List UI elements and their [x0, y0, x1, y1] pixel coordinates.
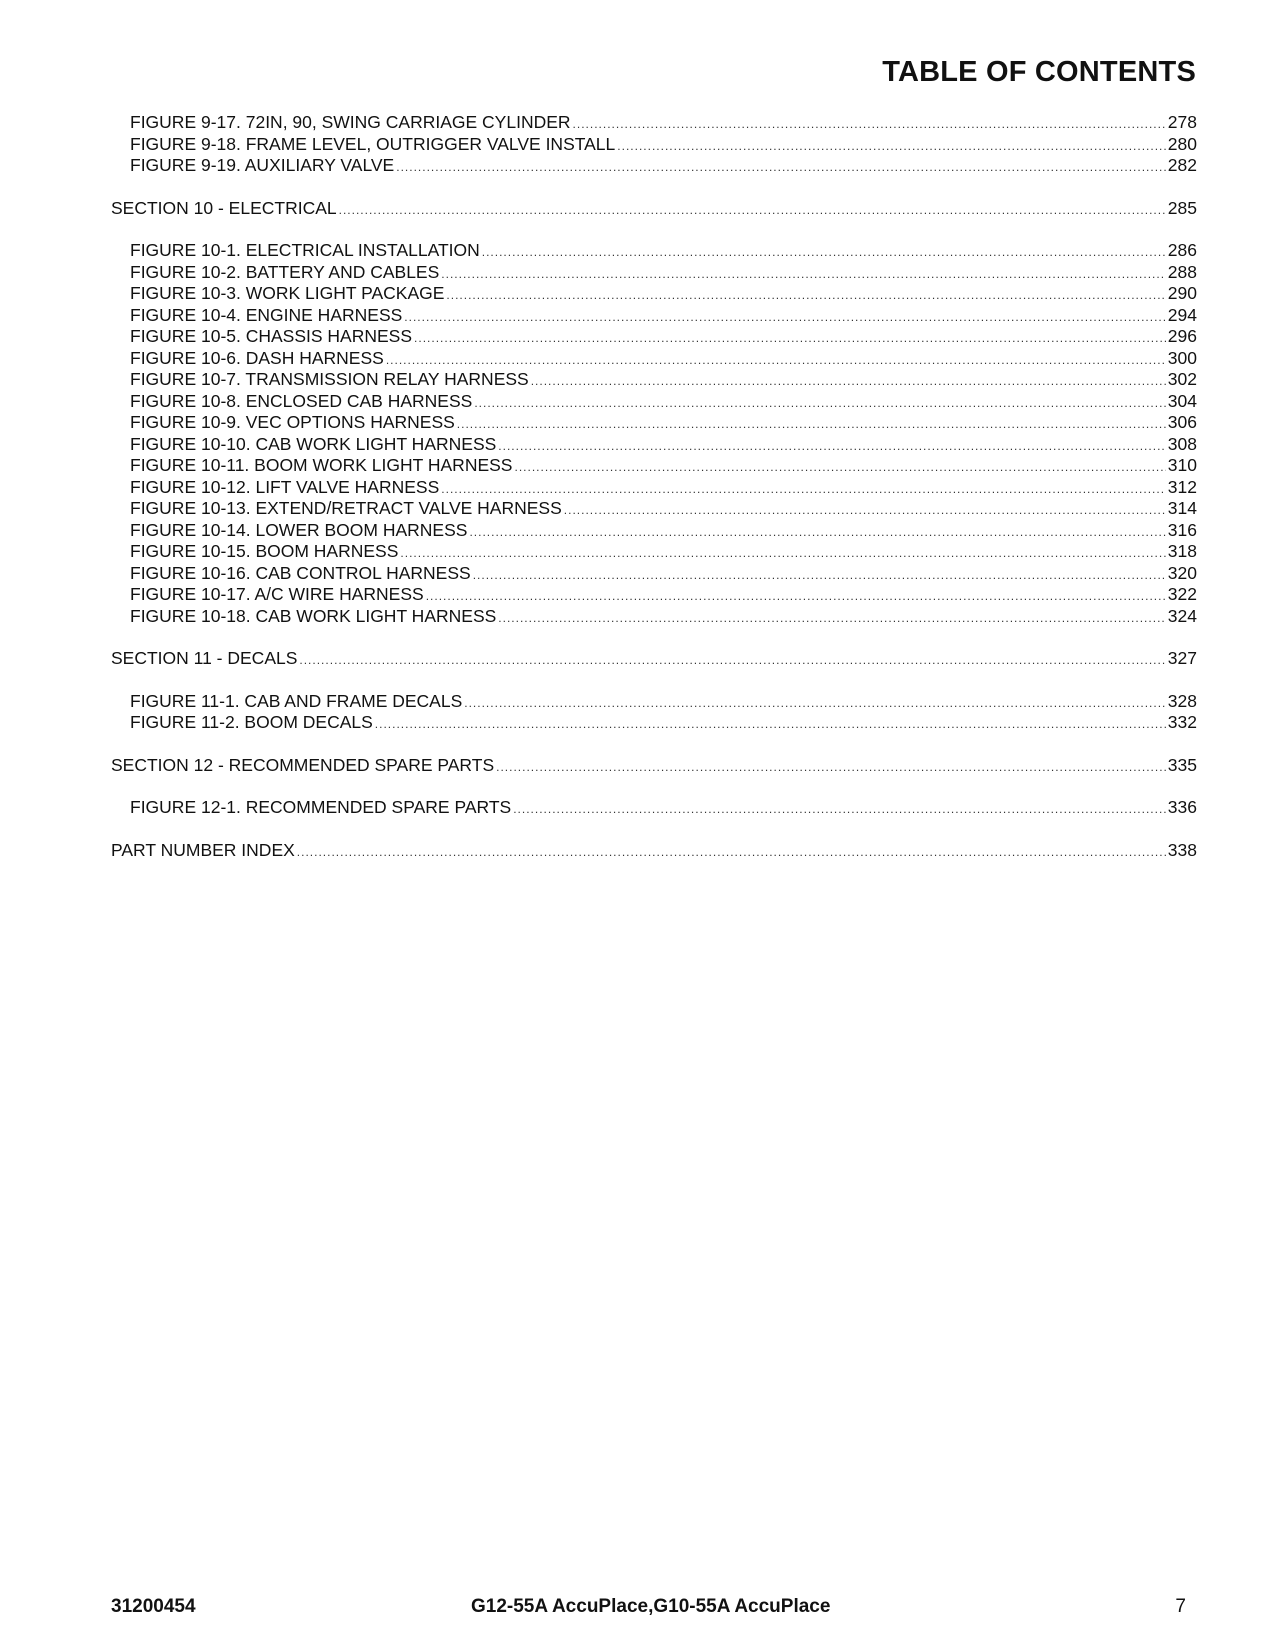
- toc-entry-page: 280: [1167, 133, 1197, 154]
- toc-entry-label: FIGURE 10-17. A/C WIRE HARNESS: [130, 584, 424, 604]
- toc-group: [111, 198, 1197, 220]
- dot-leader: [617, 136, 1166, 158]
- toc-figure-entry[interactable]: [111, 134, 1197, 156]
- toc-figure-entry[interactable]: [111, 797, 1197, 819]
- toc-figure-entry[interactable]: [111, 283, 1197, 305]
- dot-leader: [473, 565, 1166, 587]
- dot-leader: [457, 414, 1166, 436]
- dot-leader: [482, 242, 1166, 264]
- dot-leader: [396, 157, 1166, 179]
- toc-entry-label: FIGURE 10-10. CAB WORK LIGHT HARNESS: [130, 433, 497, 454]
- toc-figure-entry[interactable]: [111, 348, 1197, 370]
- footer-model: G12-55A AccuPlace,G10-55A AccuPlace: [471, 1596, 831, 1617]
- dot-leader: [297, 842, 1166, 864]
- dot-leader: [446, 285, 1165, 307]
- toc-entry-page: 318: [1167, 541, 1197, 561]
- toc-entry-label: PART NUMBER INDEX: [111, 839, 295, 860]
- toc-entry-page: 300: [1167, 347, 1197, 368]
- toc-figure-entry[interactable]: [111, 262, 1197, 284]
- dot-leader: [496, 757, 1166, 779]
- toc-section-entry[interactable]: [111, 840, 1197, 862]
- toc-entry-page: 290: [1167, 283, 1197, 303]
- toc-entry-label: FIGURE 10-12. LIFT VALVE HARNESS: [130, 476, 440, 497]
- toc-entry-page: 285: [1167, 197, 1197, 218]
- toc-entry-page: 282: [1167, 155, 1197, 175]
- toc-group: [111, 648, 1197, 670]
- toc-entry-label: FIGURE 10-11. BOOM WORK LIGHT HARNESS: [130, 455, 513, 475]
- toc-entry-label: FIGURE 10-18. CAB WORK LIGHT HARNESS: [130, 605, 497, 626]
- dot-leader: [339, 200, 1166, 222]
- toc-entry-label: FIGURE 10-3. WORK LIGHT PACKAGE: [130, 283, 445, 303]
- toc-entry-label: FIGURE 10-6. DASH HARNESS: [130, 347, 384, 368]
- toc-entry-page: 310: [1167, 455, 1197, 475]
- toc-entry-page: 296: [1167, 326, 1197, 346]
- toc-entry-label: SECTION 12 - RECOMMENDED SPARE PARTS: [111, 754, 495, 775]
- toc-figure-entry[interactable]: [111, 584, 1197, 606]
- dot-leader: [514, 457, 1165, 479]
- footer-doc-number: 31200454: [111, 1596, 196, 1617]
- toc-figure-entry[interactable]: [111, 498, 1197, 520]
- toc-entry-label: FIGURE 11-2. BOOM DECALS: [130, 712, 373, 732]
- dot-leader: [400, 543, 1165, 565]
- dot-leader: [441, 479, 1166, 501]
- dot-leader: [531, 371, 1166, 393]
- toc-figure-entry[interactable]: [111, 691, 1197, 713]
- toc-figure-entry[interactable]: [111, 369, 1197, 391]
- toc-entry-label: SECTION 11 - DECALS: [111, 648, 298, 668]
- toc-entry-label: FIGURE 12-1. RECOMMENDED SPARE PARTS: [130, 797, 512, 817]
- toc-figure-entry[interactable]: [111, 240, 1197, 262]
- toc-entry-page: 302: [1167, 369, 1197, 389]
- toc-entry-label: FIGURE 10-15. BOOM HARNESS: [130, 541, 399, 561]
- toc-figure-entry[interactable]: [111, 305, 1197, 327]
- toc-figure-entry[interactable]: [111, 391, 1197, 413]
- dot-leader: [441, 264, 1166, 286]
- toc-figure-entry[interactable]: [111, 712, 1197, 734]
- dot-leader: [414, 328, 1166, 350]
- dot-leader: [564, 500, 1166, 522]
- footer-page-number: 7: [1175, 1596, 1186, 1617]
- toc-entry-page: 306: [1167, 412, 1197, 432]
- dot-leader: [498, 608, 1166, 630]
- toc-entry-page: 332: [1167, 712, 1197, 732]
- toc-entry-label: FIGURE 11-1. CAB AND FRAME DECALS: [130, 690, 463, 711]
- page-title: TABLE OF CONTENTS: [882, 56, 1196, 88]
- toc-figure-entry[interactable]: [111, 455, 1197, 477]
- toc-entry-page: 312: [1167, 476, 1197, 497]
- dot-leader: [404, 307, 1166, 329]
- toc-entry-label: FIGURE 10-9. VEC OPTIONS HARNESS: [130, 412, 455, 432]
- dot-leader: [573, 114, 1166, 136]
- toc-entry-label: FIGURE 10-1. ELECTRICAL INSTALLATION: [130, 240, 480, 260]
- toc-entry-label: FIGURE 10-8. ENCLOSED CAB HARNESS: [130, 390, 473, 411]
- toc-entry-label: FIGURE 9-17. 72IN, 90, SWING CARRIAGE CYLINDER: [130, 112, 571, 132]
- dot-leader: [299, 650, 1165, 672]
- toc-entry-label: FIGURE 10-4. ENGINE HARNESS: [130, 304, 403, 325]
- toc-section-entry[interactable]: [111, 198, 1197, 220]
- toc-section-entry[interactable]: [111, 648, 1197, 670]
- table-of-contents: [111, 112, 1197, 882]
- toc-entry-page: 286: [1167, 240, 1197, 260]
- toc-entry-page: 338: [1167, 839, 1197, 860]
- toc-entry-page: 322: [1167, 584, 1197, 604]
- toc-entry-page: 335: [1167, 754, 1197, 775]
- toc-section-entry[interactable]: [111, 755, 1197, 777]
- toc-entry-page: 304: [1167, 390, 1197, 411]
- toc-figure-entry[interactable]: [111, 326, 1197, 348]
- toc-figure-entry[interactable]: [111, 434, 1197, 456]
- toc-entry-page: 294: [1167, 304, 1197, 325]
- dot-leader: [498, 436, 1166, 458]
- toc-entry-page: 314: [1167, 498, 1197, 518]
- toc-figure-entry[interactable]: [111, 520, 1197, 542]
- toc-entry-label: FIGURE 10-2. BATTERY AND CABLES: [130, 261, 440, 282]
- toc-group: [111, 797, 1197, 819]
- dot-leader: [386, 350, 1166, 372]
- toc-figure-entry[interactable]: [111, 155, 1197, 177]
- toc-group: [111, 691, 1197, 734]
- toc-entry-page: 308: [1167, 433, 1197, 454]
- toc-figure-entry[interactable]: [111, 477, 1197, 499]
- toc-entry-label: FIGURE 10-7. TRANSMISSION RELAY HARNESS: [130, 369, 529, 389]
- toc-entry-label: FIGURE 10-5. CHASSIS HARNESS: [130, 326, 413, 346]
- toc-entry-label: FIGURE 10-14. LOWER BOOM HARNESS: [130, 519, 468, 540]
- toc-figure-entry[interactable]: [111, 541, 1197, 563]
- toc-entry-page: 278: [1167, 112, 1197, 132]
- toc-group: [111, 840, 1197, 862]
- toc-figure-entry[interactable]: [111, 606, 1197, 628]
- dot-leader: [375, 714, 1166, 736]
- dot-leader: [426, 586, 1166, 608]
- toc-entry-page: 316: [1167, 519, 1197, 540]
- toc-group: [111, 240, 1197, 627]
- dot-leader: [464, 693, 1166, 715]
- toc-group: [111, 755, 1197, 777]
- toc-entry-label: FIGURE 10-16. CAB CONTROL HARNESS: [130, 562, 471, 583]
- toc-group: [111, 112, 1197, 177]
- toc-entry-page: 320: [1167, 562, 1197, 583]
- toc-figure-entry[interactable]: [111, 112, 1197, 134]
- toc-entry-page: 328: [1167, 690, 1197, 711]
- toc-entry-page: 327: [1167, 648, 1197, 668]
- toc-entry-label: FIGURE 9-19. AUXILIARY VALVE: [130, 155, 395, 175]
- dot-leader: [469, 522, 1165, 544]
- toc-entry-page: 324: [1167, 605, 1197, 626]
- dot-leader: [474, 393, 1165, 415]
- toc-figure-entry[interactable]: [111, 563, 1197, 585]
- toc-entry-page: 288: [1167, 261, 1197, 282]
- dot-leader: [513, 799, 1166, 821]
- toc-figure-entry[interactable]: [111, 412, 1197, 434]
- toc-entry-page: 336: [1167, 797, 1197, 817]
- toc-entry-label: FIGURE 10-13. EXTEND/RETRACT VALVE HARNESS: [130, 498, 562, 518]
- toc-entry-label: FIGURE 9-18. FRAME LEVEL, OUTRIGGER VALVE INSTALL: [130, 133, 616, 154]
- toc-entry-label: SECTION 10 - ELECTRICAL: [111, 197, 337, 218]
